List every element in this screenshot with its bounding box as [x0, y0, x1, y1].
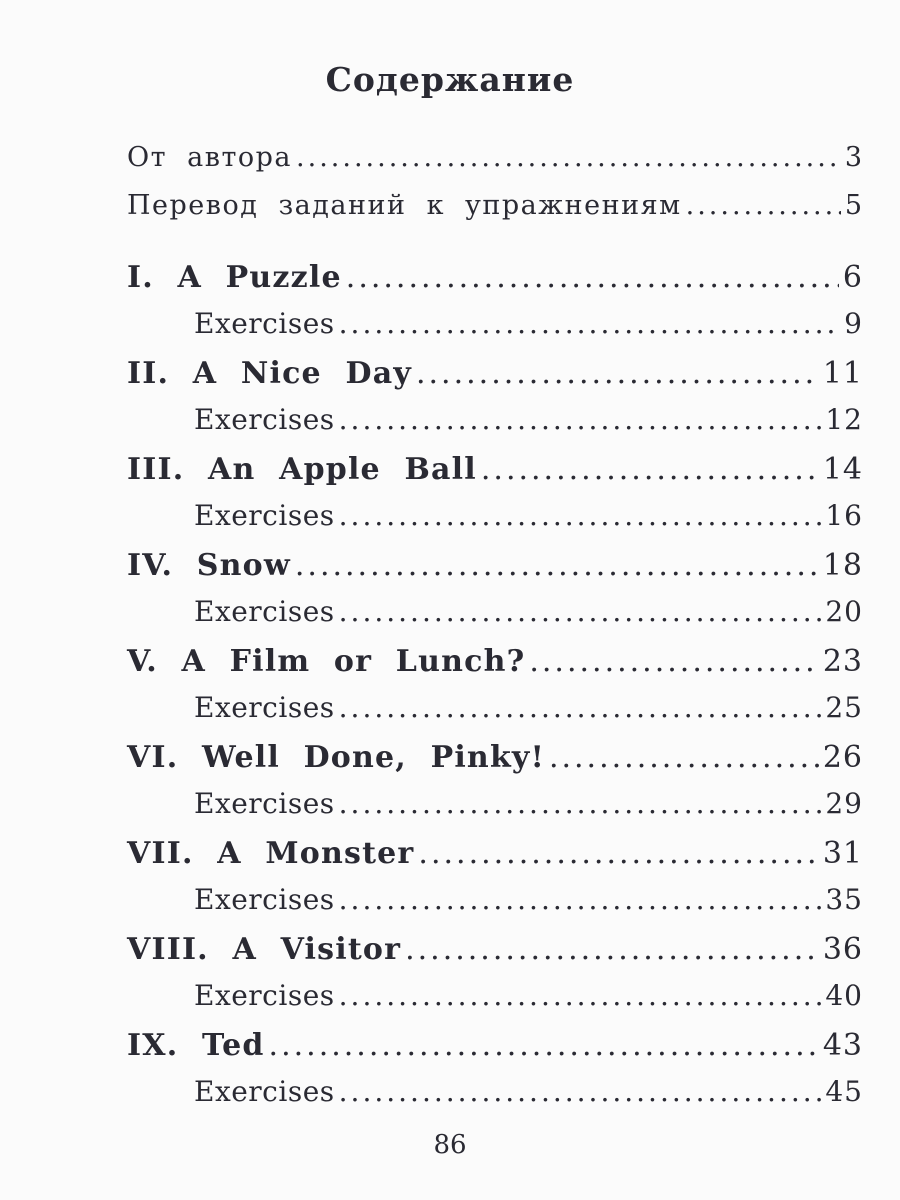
exercises-label: Exercises	[194, 499, 335, 532]
dot-leader	[339, 1072, 822, 1112]
toc-chapter-2	[127, 354, 863, 394]
entry-page: 26	[822, 740, 863, 775]
dot-leader	[339, 976, 822, 1016]
exercises-label: Exercises	[194, 979, 335, 1012]
chapter-title: V. A Film or Lunch?	[127, 644, 526, 679]
chapter-title: VIII. A Visitor	[127, 932, 402, 967]
entry-page: 20	[825, 595, 863, 628]
page-title: Содержание	[325, 60, 575, 99]
entry-page: 43	[822, 1028, 863, 1063]
entry-label: От автора	[127, 142, 293, 173]
exercises-label: Exercises	[194, 691, 335, 724]
dot-leader	[339, 880, 822, 920]
toc-exercises-9	[194, 1072, 863, 1112]
toc-exercises-6	[194, 784, 863, 824]
chapter-title: I. A Puzzle	[127, 260, 342, 295]
toc-chapter-8	[127, 930, 863, 970]
chapter-title: II. A Nice Day	[127, 356, 412, 391]
dot-leader	[339, 496, 822, 536]
toc-exercises-4	[194, 592, 863, 632]
toc-exercises-2	[194, 400, 863, 440]
entry-page: 25	[825, 691, 863, 724]
dot-leader	[529, 642, 818, 682]
toc-exercises-8	[194, 976, 863, 1016]
entry-label: Перевод заданий к упражнениям	[127, 190, 682, 221]
entry-page: 3	[844, 142, 863, 173]
chapter-title: IV. Snow	[127, 548, 291, 583]
toc-chapter-1	[127, 258, 863, 298]
toc-exercises-5	[194, 688, 863, 728]
toc-chapter-4	[127, 546, 863, 586]
toc-chapter-6	[127, 738, 863, 778]
chapter-title: III. An Apple Ball	[127, 452, 477, 487]
entry-page: 35	[825, 883, 863, 916]
toc-exercises-3	[194, 496, 863, 536]
entry-page: 12	[825, 403, 863, 436]
chapter-title: VII. A Monster	[127, 836, 415, 871]
page-number: 86	[433, 1130, 467, 1160]
dot-leader	[339, 304, 841, 344]
toc-entry-task-translation	[127, 186, 863, 226]
toc-chapter-7	[127, 834, 863, 874]
chapter-title: IX. Ted	[127, 1028, 265, 1063]
dot-leader	[686, 186, 841, 226]
toc-chapter-3	[127, 450, 863, 490]
entry-page: 23	[822, 644, 863, 679]
dot-leader	[549, 738, 819, 778]
entry-page: 6	[842, 260, 863, 295]
toc-chapter-5	[127, 642, 863, 682]
toc-entry-author-note	[127, 138, 863, 178]
exercises-label: Exercises	[194, 787, 335, 820]
entry-page: 14	[822, 452, 863, 487]
entry-page: 45	[825, 1075, 863, 1108]
dot-leader	[339, 592, 822, 632]
dot-leader	[339, 400, 822, 440]
exercises-label: Exercises	[194, 403, 335, 436]
dot-leader	[405, 930, 819, 970]
entry-page: 36	[822, 932, 863, 967]
exercises-label: Exercises	[194, 883, 335, 916]
exercises-label: Exercises	[194, 307, 335, 340]
dot-leader	[346, 258, 839, 298]
entry-page: 29	[825, 787, 863, 820]
dot-leader	[339, 688, 822, 728]
entry-page: 9	[844, 307, 863, 340]
dot-leader	[481, 450, 819, 490]
dot-leader	[296, 138, 841, 178]
dot-leader	[418, 834, 818, 874]
dot-leader	[269, 1026, 819, 1066]
dot-leader	[416, 354, 819, 394]
entry-page: 31	[822, 836, 863, 871]
dot-leader	[295, 546, 819, 586]
toc-exercises-7	[194, 880, 863, 920]
entry-page: 40	[825, 979, 863, 1012]
entry-page: 5	[844, 190, 863, 221]
entry-page: 11	[822, 356, 863, 391]
entry-page: 18	[822, 548, 863, 583]
dot-leader	[339, 784, 822, 824]
toc-chapter-9	[127, 1026, 863, 1066]
chapter-title: VI. Well Done, Pinky!	[127, 740, 545, 775]
exercises-label: Exercises	[194, 595, 335, 628]
entry-page: 16	[825, 499, 863, 532]
toc-exercises-1	[194, 304, 863, 344]
exercises-label: Exercises	[194, 1075, 335, 1108]
